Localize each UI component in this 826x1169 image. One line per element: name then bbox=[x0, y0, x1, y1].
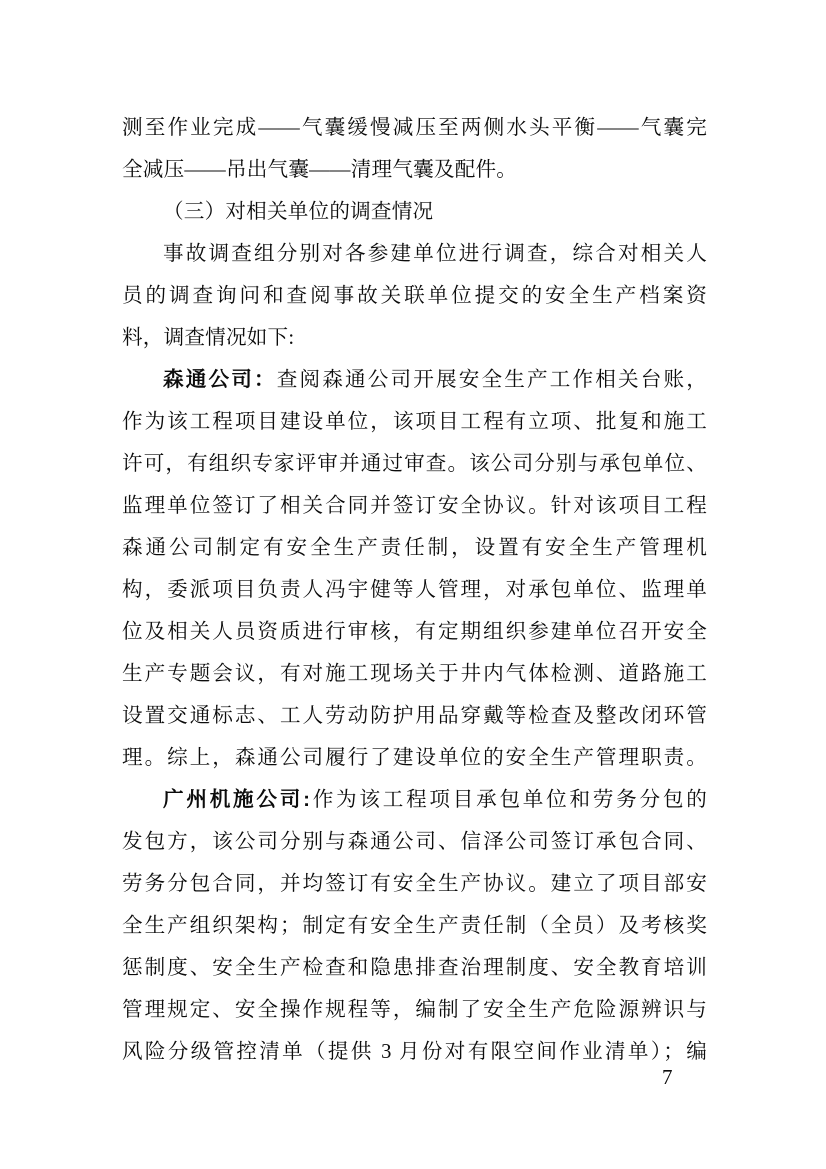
text-line bbox=[122, 947, 707, 989]
text-line bbox=[122, 569, 707, 611]
page-number: 7 bbox=[662, 1065, 673, 1089]
text-line bbox=[122, 821, 707, 863]
text-line bbox=[122, 233, 707, 275]
text-segment: 全减压——吊出气囊——清理气囊及配件。 bbox=[122, 159, 518, 181]
text-line bbox=[122, 191, 707, 233]
text-segment: 作为该工程项目承包单位和劳务分包的 bbox=[310, 789, 707, 811]
paragraph-investigation-intro bbox=[122, 233, 707, 359]
text-line bbox=[122, 359, 707, 401]
text-line bbox=[122, 863, 707, 905]
text-line bbox=[122, 695, 707, 737]
text-segment: 查阅森通公司开展安全生产工作相关台账， bbox=[276, 369, 707, 391]
text-segment: 事故调查组分别对各参建单位进行调查，综合对相关人 bbox=[163, 243, 707, 265]
text-segment: 生产专题会议，有对施工现场关于井内气体检测、道路施工 bbox=[122, 663, 707, 685]
text-segment: 全生产组织架构；制定有安全生产责任制（全员）及考核奖 bbox=[122, 915, 707, 937]
text-line bbox=[122, 443, 707, 485]
text-segment: 设置交通标志、工人劳动防护用品穿戴等检查及整改闭环管 bbox=[122, 705, 707, 727]
text-segment: 理。综上，森通公司履行了建设单位的安全生产管理职责。 bbox=[122, 747, 707, 769]
text-segment: 位及相关人员资质进行审核，有定期组织参建单位召开安全 bbox=[122, 621, 707, 643]
text-line bbox=[122, 401, 707, 443]
text-line bbox=[122, 989, 707, 1031]
text-segment: 惩制度、安全生产检查和隐患排查治理制度、安全教育培训 bbox=[122, 957, 707, 979]
text-line bbox=[122, 275, 707, 317]
text-segment: 员的调查询问和查阅事故关联单位提交的安全生产档案资 bbox=[122, 285, 707, 307]
text-segment: （三）对相关单位的调查情况 bbox=[163, 201, 434, 223]
text-segment: 森通公司制定有安全生产责任制，设置有安全生产管理机 bbox=[122, 537, 707, 559]
text-segment: 管理规定、安全操作规程等，编制了安全生产危险源辨识与 bbox=[122, 999, 707, 1021]
text-line bbox=[122, 611, 707, 653]
text-line bbox=[122, 527, 707, 569]
text-segment: 发包方，该公司分别与森通公司、信泽公司签订承包合同、 bbox=[122, 831, 707, 853]
company-name-lead: 广州机施公司: bbox=[163, 788, 311, 811]
company-name-lead: 森通公司： bbox=[163, 368, 277, 391]
paragraph-procedure-continuation bbox=[122, 107, 707, 191]
paragraph-sentong-company bbox=[122, 359, 707, 779]
text-line bbox=[122, 317, 707, 359]
text-line bbox=[122, 149, 707, 191]
text-line bbox=[122, 653, 707, 695]
document-body bbox=[122, 107, 707, 1073]
text-segment: 测至作业完成——气囊缓慢减压至两侧水头平衡——气囊完 bbox=[122, 117, 707, 139]
text-segment: 作为该工程项目建设单位，该项目工程有立项、批复和施工 bbox=[122, 411, 707, 433]
text-segment: 许可，有组织专家评审并通过审查。该公司分别与承包单位、 bbox=[122, 453, 707, 475]
text-segment: 料，调查情况如下: bbox=[122, 327, 295, 349]
text-line bbox=[122, 485, 707, 527]
text-line bbox=[122, 1031, 707, 1073]
paragraph-guangzhou-jishi-company bbox=[122, 779, 707, 1073]
text-segment: 劳务分包合同，并均签订有安全生产协议。建立了项目部安 bbox=[122, 873, 707, 895]
text-line bbox=[122, 779, 707, 821]
text-line bbox=[122, 107, 707, 149]
section-heading-unit-investigation bbox=[122, 191, 707, 233]
text-line bbox=[122, 905, 707, 947]
text-line bbox=[122, 737, 707, 779]
text-segment: 构，委派项目负责人冯宇健等人管理，对承包单位、监理单 bbox=[122, 579, 707, 601]
text-segment: 监理单位签订了相关合同并签订安全协议。针对该项目工程 bbox=[122, 495, 707, 517]
text-segment: 风险分级管控清单（提供 3 月份对有限空间作业清单）；编 bbox=[122, 1041, 707, 1063]
